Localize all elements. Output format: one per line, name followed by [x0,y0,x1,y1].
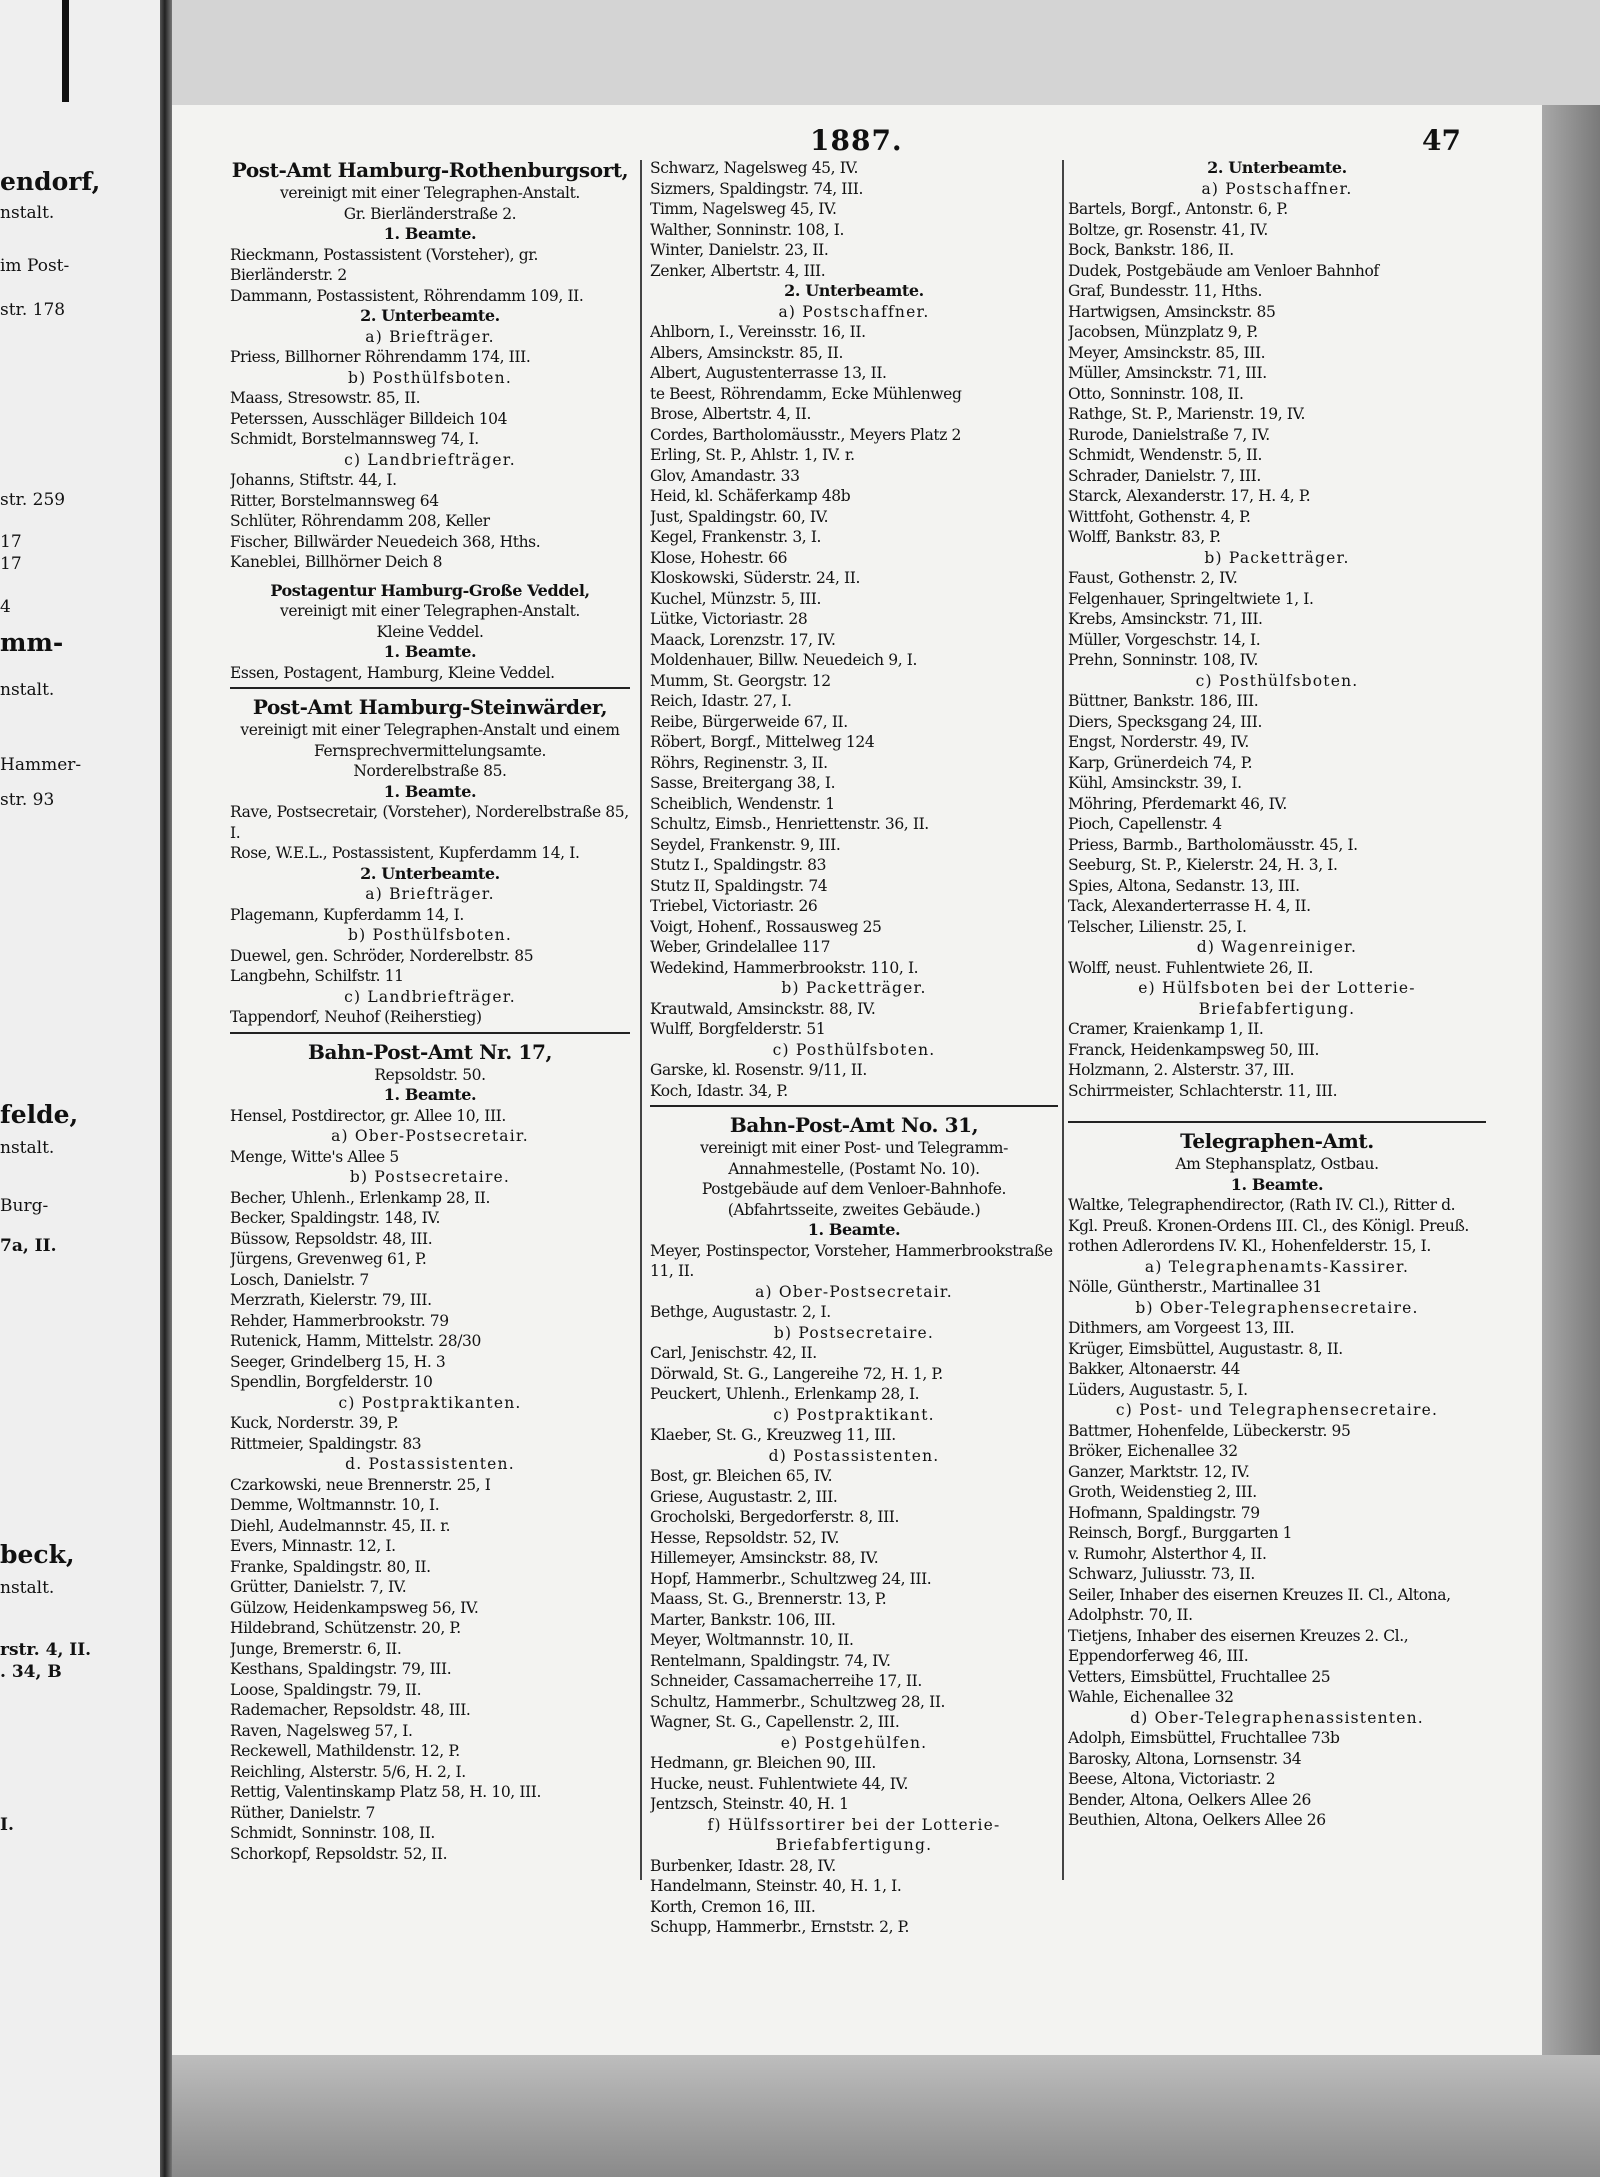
directory-entry: Rettig, Valentinskamp Platz 58, H. 10, III. [230,1783,542,1801]
office-subtitle: Kleine Veddel. [376,622,484,641]
facing-page-text: rstr. 4, II. [0,1640,92,1660]
category-heading: a) Postschaffner. [778,302,930,321]
facing-page-text: str. 259 [0,490,66,510]
category-heading: c) Postpraktikanten. [338,1393,522,1412]
directory-entry: Kuck, Norderstr. 39, P. [230,1414,399,1432]
directory-column-2 [650,158,1058,1938]
spacer [1068,1101,1486,1117]
directory-entry: Battmer, Hohenfelde, Lübeckerstr. 95 [1068,1421,1351,1440]
binding-edge-mark [62,0,69,102]
directory-entry: Weber, Grindelallee 117 [650,938,831,956]
directory-entry: Kegel, Frankenstr. 3, I. [650,528,822,546]
directory-entry: Felgenhauer, Springeltwiete 1, I. [1068,589,1314,608]
office-subtitle: Postgebäude auf dem Venloer-Bahnhofe. (Abfahrtsseite, zweites Gebäude.) [701,1180,1007,1219]
directory-entry: Schwarz, Juliusstr. 73, II. [1068,1565,1255,1583]
directory-entry: Hedmann, gr. Bleichen 90, III. [650,1754,876,1772]
directory-entry: Jacobsen, Münzplatz 9, P. [1068,323,1258,341]
directory-entry: Kloskowski, Süderstr. 24, II. [650,569,860,587]
rank-heading: 2. Unterbeamte. [360,863,500,883]
directory-entry: Ritter, Borstelmannsweg 64 [230,491,439,510]
facing-page-text: str. 93 [0,790,55,810]
directory-entry: Karp, Grünerdeich 74, P. [1068,753,1253,772]
directory-entry: Röbert, Borgf., Mittelweg 124 [650,733,875,751]
directory-entry: Hofmann, Spaldingstr. 79 [1068,1503,1260,1522]
directory-entry: Hopf, Hammerbr., Schultzweg 24, III. [650,1569,932,1588]
directory-entry: Evers, Minnastr. 12, I. [230,1537,396,1555]
directory-entry: Schmidt, Sonninstr. 108, II. [230,1824,435,1842]
facing-page-text: nstalt. [0,1578,55,1598]
page-edge-shadow [1542,105,1600,2055]
directory-entry: Schupp, Hammerbr., Ernststr. 2, P. [650,1918,910,1936]
category-heading: c) Posthülfsboten. [1195,671,1359,690]
directory-entry: Dudek, Postgebäude am Venloer Bahnhof [1068,261,1379,280]
rank-heading: 1. Beamte. [807,1220,901,1239]
facing-page-text: I. [0,1815,14,1835]
directory-entry: Faust, Gothenstr. 2, IV. [1068,569,1238,587]
directory-entry: Wulff, Borgfelderstr. 51 [650,1020,826,1038]
directory-entry: Wagner, St. G., Capellenstr. 2, III. [650,1713,900,1731]
directory-entry: Czarkowski, neue Brennerstr. 25, I [230,1475,491,1494]
directory-entry: Pioch, Capellenstr. 4 [1068,815,1222,833]
category-heading: a) Briefträger. [365,327,495,346]
directory-entry: Maack, Lorenzstr. 17, IV. [650,630,836,649]
directory-entry: Scheiblich, Wendenstr. 1 [650,794,835,813]
directory-entry: Peterssen, Ausschläger Billdeich 104 [230,409,508,428]
directory-entry: Mumm, St. Georgstr. 12 [650,671,831,690]
category-heading: a) Ober-Postsecretair. [755,1282,953,1301]
directory-entry: Starck, Alexanderstr. 17, H. 4, P. [1068,487,1311,505]
directory-entry: Nölle, Güntherstr., Martinallee 31 [1068,1278,1322,1296]
directory-entry: Telscher, Lilienstr. 25, I. [1068,917,1247,936]
directory-entry: Krautwald, Amsinckstr. 88, IV. [650,999,876,1018]
directory-entry: Garske, kl. Rosenstr. 9/11, II. [650,1061,867,1079]
directory-entry: Duewel, gen. Schröder, Norderelbstr. 85 [230,946,534,965]
office-subtitle: vereinigt mit einer Telegraphen-Anstalt. [280,184,580,202]
facing-page-text: . 34, B [0,1662,62,1682]
directory-entry: Barosky, Altona, Lornsenstr. 34 [1068,1749,1302,1768]
category-heading: c) Post- und Telegraphensecretaire. [1115,1401,1439,1419]
directory-entry: Bröker, Eichenallee 32 [1068,1442,1238,1460]
directory-entry: Griese, Augustastr. 2, III. [650,1487,838,1506]
directory-entry: Loose, Spaldingstr. 79, II. [230,1680,422,1699]
directory-entry: Jürgens, Grevenweg 61, P. [230,1250,427,1268]
page-number: 47 [1422,124,1461,157]
directory-entry: Rehder, Hammerbrookstr. 79 [230,1311,449,1330]
office-heading: Bahn-Post-Amt Nr. 17, [307,1039,553,1064]
directory-entry: Kuchel, Münzstr. 5, III. [650,589,822,608]
directory-entry: Voigt, Hohenf., Rossausweg 25 [650,917,882,936]
directory-entry: Otto, Sonninstr. 108, II. [1068,384,1244,403]
rank-heading: 1. Beamte. [383,642,477,661]
directory-entry: Grocholski, Bergedorferstr. 8, III. [650,1508,900,1526]
directory-entry: Brose, Albertstr. 4, II. [650,405,812,423]
directory-entry: Schlüter, Röhrendamm 208, Keller [230,512,490,530]
facing-page-text: felde, [0,1100,79,1129]
directory-entry: Engst, Norderstr. 49, IV. [1068,733,1249,751]
facing-page-text: mm- [0,628,64,657]
directory-entry: Raven, Nagelsweg 57, I. [230,1721,413,1740]
rank-heading: 2. Unterbeamte. [784,281,924,300]
category-heading: a) Briefträger. [365,885,495,903]
directory-entry: Reibe, Bürgerweide 67, II. [650,712,848,731]
directory-entry: Becher, Uhlenh., Erlenkamp 28, II. [230,1188,491,1207]
directory-entry: Klaeber, St. G., Kreuzweg 11, III. [650,1426,896,1444]
directory-entry: Vetters, Eimsbüttel, Fruchtallee 25 [1068,1667,1331,1686]
directory-entry: Krebs, Amsinckstr. 71, III. [1068,610,1263,628]
directory-entry: Maass, St. G., Brennerstr. 13, P. [650,1590,887,1608]
directory-entry: Hucke, neust. Fuhlentwiete 44, IV. [650,1774,909,1793]
page-bottom-shadow [172,2055,1600,2177]
directory-entry: Schrader, Danielstr. 7, III. [1068,466,1261,485]
category-heading: a) Telegraphenamts-Kassirer. [1144,1257,1410,1276]
directory-entry: Timm, Nagelsweg 45, IV. [650,200,837,218]
directory-entry: Meyer, Amsinckstr. 85, III. [1068,343,1266,362]
directory-entry: Korth, Cremon 16, III. [650,1897,816,1916]
directory-entry: Bost, gr. Bleichen 65, IV. [650,1467,833,1485]
directory-column-3 [1068,158,1486,1831]
rank-heading: 1. Beamte. [383,1085,477,1104]
directory-entry: Cordes, Bartholomäusstr., Meyers Platz 2 [650,425,961,444]
office-heading: Bahn-Post-Amt No. 31, [729,1113,979,1137]
directory-entry: Hildebrand, Schützenstr. 20, P. [230,1619,461,1637]
directory-entry: Rose, W.E.L., Postassistent, Kupferdamm 14, I. [230,844,580,862]
directory-entry: Reckewell, Mathildenstr. 12, P. [230,1742,460,1760]
directory-entry: Becker, Spaldingstr. 148, IV. [230,1209,441,1227]
facing-page-text: beck, [0,1540,75,1569]
directory-entry: Schwarz, Nagelsweg 45, IV. [650,159,859,177]
category-heading: d) Wagenreiniger. [1196,938,1358,956]
category-heading: b) Postsecretaire. [349,1168,511,1186]
directory-entry: Beese, Altona, Victoriastr. 2 [1068,1770,1276,1788]
directory-entry: Plagemann, Kupferdamm 14, I. [230,905,464,924]
office-subtitle: Am Stephansplatz, Ostbau. [1175,1155,1379,1173]
directory-entry: Wittfoht, Gothenstr. 4, P. [1068,507,1251,526]
book-spine [160,0,172,2177]
office-subtitle: vereinigt mit einer Post- und Telegramm-Annahmestelle, (Postamt No. 10). [700,1139,1008,1178]
directory-entry: Losch, Danielstr. 7 [230,1270,369,1289]
office-subtitle: Repsoldstr. 50. [374,1065,486,1084]
category-heading: f) Hülfssortirer bei der Lotterie-Briefabfertigung. [707,1815,1001,1854]
directory-entry: Jentzsch, Steinstr. 40, H. 1 [650,1795,849,1813]
directory-entry: Rentelmann, Spaldingstr. 74, IV. [650,1651,891,1670]
directory-entry: Handelmann, Steinstr. 40, H. 1, I. [650,1877,902,1895]
directory-entry: Büssow, Repsoldstr. 48, III. [230,1229,433,1248]
directory-entry: Franck, Heidenkampsweg 50, III. [1068,1040,1320,1059]
directory-entry: Dithmers, am Vorgeest 13, III. [1068,1319,1295,1337]
office-subtitle: vereinigt mit einer Telegraphen-Anstalt. [280,602,580,620]
directory-entry: Moldenhauer, Billw. Neuedeich 9, I. [650,651,918,669]
facing-page-fragment [0,0,160,2177]
facing-page-text: Burg- [0,1196,49,1216]
directory-entry: Erling, St. P., Ahlstr. 1, IV. r. [650,446,855,464]
directory-entry: Schultz, Hammerbr., Schultzweg 28, II. [650,1692,946,1711]
category-heading: c) Posthülfsboten. [772,1040,936,1059]
facing-page-text: 4 [0,597,11,617]
directory-entry: Rathge, St. P., Marienstr. 19, IV. [1068,405,1306,423]
directory-entry: Holzmann, 2. Alsterstr. 37, III. [1068,1061,1295,1079]
office-subtitle: vereinigt mit einer Telegraphen-Anstalt und einem Fernsprechvermittelungsamte. [240,721,620,760]
directory-entry: Klose, Hohestr. 66 [650,548,788,567]
directory-entry: Hensel, Postdirector, gr. Allee 10, III. [230,1106,506,1125]
directory-entry: Boltze, gr. Rosenstr. 41, IV. [1068,220,1268,239]
directory-entry: Graf, Bundesstr. 11, Hths. [1068,282,1263,300]
directory-entry: Reinsch, Borgf., Burggarten 1 [1068,1524,1293,1542]
directory-entry: Diehl, Audelmannstr. 45, II. r. [230,1516,451,1535]
category-heading: e) Hülfsboten bei der Lotterie-Briefabfertigung. [1138,979,1416,1018]
directory-entry: Dammann, Postassistent, Röhrendamm 109, II. [230,286,584,305]
directory-entry: Bethge, Augustastr. 2, I. [650,1303,831,1321]
facing-page-text: 17 [0,554,22,574]
office-heading: Post-Amt Hamburg-Rothenburgsort, [231,158,629,182]
directory-entry: Meyer, Woltmannstr. 10, II. [650,1631,854,1649]
directory-entry: Hesse, Repsoldstr. 52, IV. [650,1528,840,1547]
directory-entry: Merzrath, Kielerstr. 79, III. [230,1291,432,1309]
directory-entry: Seiler, Inhaber des eisernen Kreuzes II. Cl., Altona, Adolphstr. 70, II. [1068,1585,1451,1624]
directory-entry: Albert, Augustenterrasse 13, II. [650,364,887,382]
directory-entry: v. Rumohr, Alsterthor 4, II. [1068,1544,1267,1563]
category-heading: b) Posthülfsboten. [348,368,512,387]
rank-heading: 2. Unterbeamte. [360,306,500,325]
directory-entry: Winter, Danielstr. 23, II. [650,241,829,259]
directory-entry: Marter, Bankstr. 106, III. [650,1610,836,1629]
directory-entry: Büttner, Bankstr. 186, III. [1068,692,1259,710]
directory-entry: Müller, Amsinckstr. 71, III. [1068,364,1267,382]
directory-entry: Wedekind, Hammerbrookstr. 110, I. [650,958,919,977]
directory-entry: Rademacher, Repsoldstr. 48, III. [230,1701,471,1719]
directory-entry: Koch, Idastr. 34, P. [650,1081,788,1100]
rank-heading: 1. Beamte. [383,224,477,243]
directory-entry: Schmidt, Borstelmannsweg 74, I. [230,430,479,448]
directory-entry: Rurode, Danielstraße 7, IV. [1068,425,1270,444]
directory-entry: Schmidt, Wendenstr. 5, II. [1068,446,1263,464]
directory-entry: Rieckmann, Postassistent (Vorsteher), gr. Bierländerstr. 2 [230,245,539,284]
facing-page-text: 17 [0,532,22,552]
directory-entry: Stutz II, Spaldingstr. 74 [650,876,828,895]
directory-entry: Albers, Amsinckstr. 85, II. [650,343,844,362]
directory-entry: Röhrs, Reginenstr. 3, II. [650,753,828,772]
directory-entry: Stutz I., Spaldingstr. 83 [650,856,827,874]
directory-entry: Sasse, Breitergang 38, I. [650,774,836,792]
directory-entry: Gülzow, Heidenkampsweg 56, IV. [230,1598,479,1617]
section-divider [650,1105,1058,1107]
directory-entry: Prehn, Sonninstr. 108, IV. [1068,651,1259,669]
rank-heading: 1. Beamte. [383,781,477,801]
facing-page-text: str. 178 [0,300,66,320]
category-heading: b) Packetträger. [1204,548,1350,567]
directory-entry: Schultz, Eimsb., Henriettenstr. 36, II. [650,815,929,833]
directory-entry: Lütke, Victoriastr. 28 [650,610,808,628]
directory-entry: Hillemeyer, Amsinckstr. 88, IV. [650,1549,879,1567]
directory-entry: Schorkopf, Repsoldstr. 52, II. [230,1844,448,1863]
directory-entry: Tietjens, Inhaber des eisernen Kreuzes 2. Cl., Eppendorferweg 46, III. [1068,1626,1409,1665]
directory-entry: Seeger, Grindelberg 15, H. 3 [230,1352,446,1371]
directory-entry: Priess, Barmb., Bartholomäusstr. 45, I. [1068,835,1358,854]
directory-column-1 [230,158,630,1864]
facing-page-text: 7a, II. [0,1236,57,1256]
facing-page-text: im Post- [0,256,70,276]
directory-entry: Rittmeier, Spaldingstr. 83 [230,1434,422,1453]
directory-entry: Diers, Specksgang 24, III. [1068,712,1262,731]
office-subtitle: Norderelbstraße 85. [353,762,507,780]
facing-page-text: nstalt. [0,203,55,223]
facing-page-text: nstalt. [0,680,55,700]
directory-entry: Schirrmeister, Schlachterstr. 11, III. [1068,1081,1338,1100]
directory-entry: Heid, kl. Schäferkamp 48b [650,487,851,505]
facing-page-text: endorf, [0,167,101,196]
category-heading: b) Ober-Telegraphensecretaire. [1135,1298,1419,1317]
directory-entry: Rüther, Danielstr. 7 [230,1803,375,1822]
category-heading: e) Postgehülfen. [780,1733,928,1752]
directory-entry: Priess, Billhorner Röhrendamm 174, III. [230,348,531,366]
category-heading: b) Packetträger. [781,979,927,997]
directory-entry: Bender, Altona, Oelkers Allee 26 [1068,1790,1311,1809]
directory-entry: Möhring, Pferdemarkt 46, IV. [1068,794,1287,813]
directory-entry: Spies, Altona, Sedanstr. 13, III. [1068,876,1300,895]
directory-entry: Bakker, Altonaerstr. 44 [1068,1360,1240,1378]
directory-entry: Wahle, Eichenallee 32 [1068,1688,1234,1706]
directory-entry: Ganzer, Marktstr. 12, IV. [1068,1462,1250,1481]
directory-entry: Beuthien, Altona, Oelkers Allee 26 [1068,1811,1326,1829]
directory-entry: Adolph, Eimsbüttel, Fruchtallee 73b [1068,1729,1340,1747]
directory-entry: Tack, Alexanderterrasse H. 4, II. [1068,897,1311,915]
office-heading: Telegraphen-Amt. [1180,1129,1374,1153]
directory-entry: Müller, Vorgeschstr. 14, I. [1068,630,1261,649]
page-year: 1887. [810,124,903,157]
category-heading: d) Postassistenten. [768,1446,940,1465]
rank-heading: 1. Beamte. [1230,1174,1324,1194]
directory-entry: Reich, Idastr. 27, I. [650,692,792,710]
rank-heading: 2. Unterbeamte. [1207,158,1347,177]
directory-entry: Wolff, neust. Fuhlentwiete 26, II. [1068,958,1314,977]
directory-entry: Krüger, Eimsbüttel, Augustastr. 8, II. [1068,1339,1343,1358]
directory-entry: Zenker, Albertstr. 4, III. [650,261,826,280]
directory-entry: Lüders, Augustastr. 5, I. [1068,1380,1248,1399]
directory-entry: Glov, Amandastr. 33 [650,466,800,485]
directory-entry: Junge, Bremerstr. 6, II. [230,1639,402,1658]
directory-entry: Seeburg, St. P., Kielerstr. 24, H. 3, I. [1068,856,1338,874]
directory-entry: Hartwigsen, Amsinckstr. 85 [1068,302,1276,321]
directory-entry: Spendlin, Borgfelderstr. 10 [230,1373,433,1391]
column-rule [640,160,642,1880]
directory-entry: Rave, Postsecretair, (Vorsteher), Norderelbstraße 85, I. [230,803,629,842]
category-heading: c) Postpraktikant. [773,1405,935,1424]
directory-entry: Burbenker, Idastr. 28, IV. [650,1856,836,1875]
category-heading: b) Postsecretaire. [773,1323,935,1342]
directory-entry: Kühl, Amsinckstr. 39, I. [1068,774,1242,792]
directory-entry: Grütter, Danielstr. 7, IV. [230,1578,407,1596]
directory-entry: Just, Spaldingstr. 60, IV. [650,507,829,526]
directory-entry: Maass, Stresowstr. 85, II. [230,389,421,407]
section-divider [1068,1121,1486,1123]
category-heading: a) Postschaffner. [1201,179,1353,198]
section-divider [230,687,630,689]
directory-entry: Groth, Weidenstieg 2, III. [1068,1483,1257,1501]
directory-entry: Carl, Jenischstr. 42, II. [650,1344,817,1362]
directory-entry: Franke, Spaldingstr. 80, II. [230,1557,431,1576]
directory-entry: Cramer, Kraienkamp 1, II. [1068,1020,1264,1038]
directory-entry: Waltke, Telegraphendirector, (Rath IV. Cl.), Ritter d. Kgl. Preuß. Kronen-Ordens III. Cl., des Königl. Preuß. rothen Adlerordens IV. Kl., Hohenfelderstr. 15, I. [1068,1196,1469,1255]
category-heading: c) Landbriefträger. [344,450,516,469]
directory-entry: Bock, Bankstr. 186, II. [1068,241,1234,259]
category-heading: b) Posthülfsboten. [348,926,512,944]
directory-entry: Triebel, Victoriastr. 26 [650,897,818,915]
directory-entry: Wolff, Bankstr. 83, P. [1068,528,1221,546]
category-heading: a) Ober-Postsecretair. [331,1127,529,1145]
directory-entry: Bartels, Borgf., Antonstr. 6, P. [1068,200,1288,218]
directory-entry: Langbehn, Schilfstr. 11 [230,967,404,985]
directory-entry: Rutenick, Hamm, Mittelstr. 28/30 [230,1332,481,1350]
facing-page-text: Hammer- [0,755,82,775]
directory-entry: Demme, Woltmannstr. 10, I. [230,1496,440,1514]
directory-entry: Kesthans, Spaldingstr. 79, III. [230,1660,452,1678]
directory-entry: Kaneblei, Billhörner Deich 8 [230,553,443,571]
directory-entry: Fischer, Billwärder Neuedeich 368, Hths. [230,532,541,551]
category-heading: d. Postassistenten. [345,1455,515,1473]
facing-page-text: nstalt. [0,1138,55,1158]
directory-entry: Tappendorf, Neuhof (Reiherstieg) [230,1008,482,1026]
directory-entry: Essen, Postagent, Hamburg, Kleine Veddel. [230,663,555,682]
office-subtitle: Gr. Bierländerstraße 2. [343,204,517,223]
directory-entry: Reichling, Alsterstr. 5/6, H. 2, I. [230,1762,466,1781]
directory-entry: Walther, Sonninstr. 108, I. [650,220,845,239]
rank-heading: Postagentur Hamburg-Große Veddel, [270,580,590,600]
directory-entry: Peuckert, Uhlenh., Erlenkamp 28, I. [650,1385,920,1403]
category-heading: d) Ober-Telegraphenassistenten. [1130,1708,1424,1727]
directory-entry: Sizmers, Spaldingstr. 74, III. [650,179,863,198]
directory-entry: Menge, Witte's Allee 5 [230,1147,399,1166]
directory-entry: Dörwald, St. G., Langereihe 72, H. 1, P. [650,1364,943,1383]
directory-entry: Meyer, Postinspector, Vorsteher, Hammerbrookstraße 11, II. [650,1241,1053,1280]
directory-entry: Johanns, Stiftstr. 44, I. [230,471,397,489]
section-divider [230,1032,630,1034]
directory-entry: te Beest, Röhrendamm, Ecke Mühlenweg [650,384,962,403]
directory-entry: Schneider, Cassamacherreihe 17, II. [650,1672,922,1690]
spacer [230,573,630,581]
directory-entry: Ahlborn, I., Vereinsstr. 16, II. [650,323,866,341]
column-rule [1062,160,1064,1880]
office-heading: Post-Amt Hamburg-Steinwärder, [252,695,608,719]
category-heading: c) Landbriefträger. [344,987,516,1006]
directory-entry: Seydel, Frankenstr. 9, III. [650,835,841,854]
